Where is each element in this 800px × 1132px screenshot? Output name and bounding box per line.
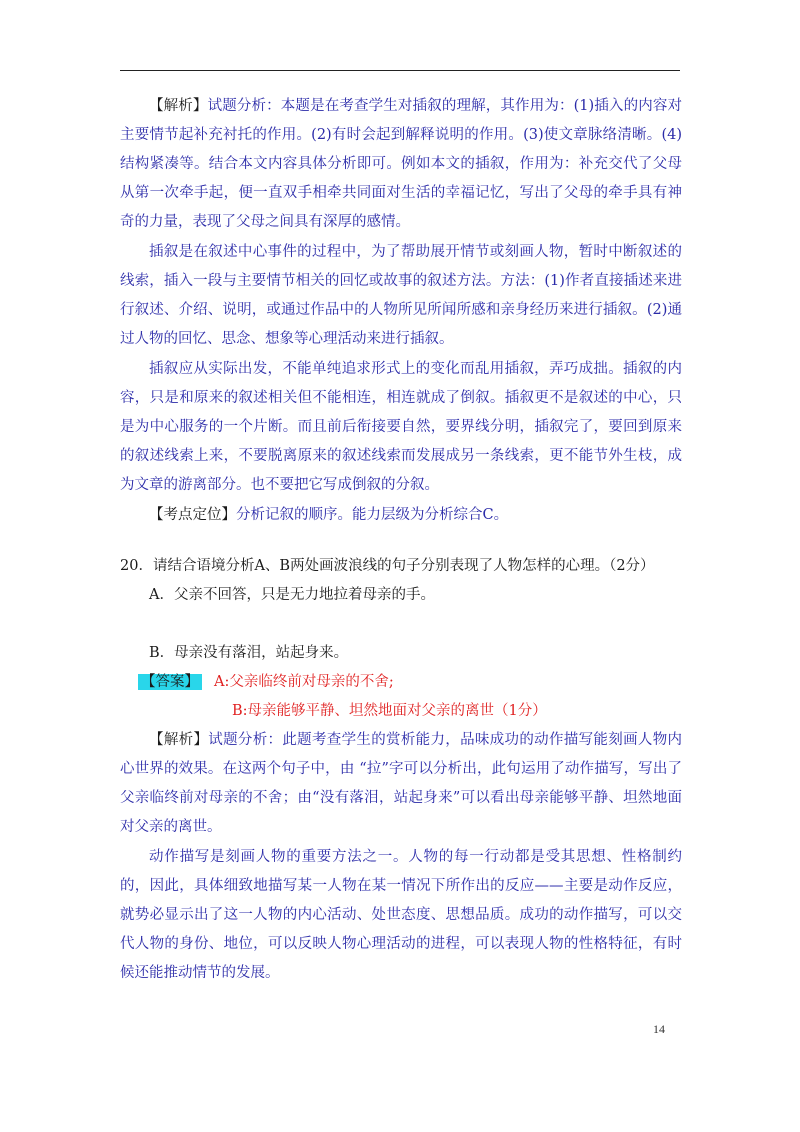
answer-a: A:父亲临终前对母亲的不舍; (214, 674, 394, 690)
answer-b: B:母亲能够平静、坦然地面对父亲的离世（1分） (232, 703, 547, 719)
spacer (120, 610, 682, 639)
question-20 (120, 552, 682, 581)
analysis-paragraph-2 (120, 726, 682, 842)
option-a: A．父亲不回答，只是无力地拉着母亲的手。 (149, 587, 435, 603)
answer-tag: 【答案】 (138, 674, 202, 690)
spacer (120, 530, 682, 552)
analysis-paragraph-1 (120, 92, 682, 237)
question-text: 请结合语境分析A、B两处画波浪线的句子分别表现了人物怎样的心理。（2分） (152, 558, 655, 574)
insertion-explanation-paragraph: 插叙是在叙述中心事件的过程中，为了帮助展开情节或刻画人物，暂时中断叙述的线索，插入一段与主要情节相关的回忆或故事的叙述方法。方法：(1)作者直接插述来进行叙述、介绍、说明，或通过作品中的人物所见所闻所感和亲身经历来进行插叙。(2)通过人物的回忆、思念、想象等心理活动来进行插叙。 (120, 244, 682, 347)
header-rule (120, 70, 680, 71)
analysis-text: 试题分析：本题是在考查学生对插叙的理解，其作用为：(1)插入的内容对主要情节起补充衬托的作用。(2)有时会起到解释说明的作用。(3)使文章脉络清晰。(4)结构紧凑等。结合本文内容具体分析即可。例如本文的插叙，作用为：补充交代了父母从第一次牵手起，便一直双手相牵共同面对生活的幸福记忆，写出了父母的牵手具有神奇的力量，表现了父母之间具有深厚的感情。 (120, 98, 683, 230)
page-number: 14 (653, 1022, 665, 1036)
insertion-rules-paragraph: 插叙应从实际出发，不能单纯追求形式上的变化而乱用插叙，弄巧成拙。插叙的内容，只是和原来的叙述相关但不能相连，相连就成了倒叙。插叙更不是叙述的中心，只是为中心服务的一个片断。而且前后衔接要自然，要界线分明，插叙完了，要回到原来的叙述线索上来，不要脱离原来的叙述线索而发展成另一条线索，更不能节外生枝，成为文章的游离部分。也不要把它写成倒叙的分叙。 (120, 361, 682, 493)
page-content (120, 92, 682, 988)
action-description-paragraph: 动作描写是刻画人物的重要方法之一。人物的每一行动都是受其思想、性格制约的，因此，具体细致地描写某一人物在某一情况下所作出的反应——主要是动作反应，就势必显示出了这一人物的内心活动、处世态度、思想品质。成功的动作描写，可以交代人物的身份、地位，可以反映人物心理活动的进程，可以表现人物的性格特征，有时候还能推动情节的发展。 (120, 849, 682, 981)
analysis-tag: 【解析】 (149, 98, 208, 114)
analysis-tag-2: 【解析】 (149, 732, 209, 748)
exam-point-tag: 【考点定位】 (149, 507, 236, 523)
exam-point-text: 分析记叙的顺序。能力层级为分析综合C。 (236, 507, 509, 523)
question-number: 20． (120, 558, 153, 574)
analysis-text-2: 试题分析：此题考查学生的赏析能力，品味成功的动作描写能刻画人物内心世界的效果。在这两个句子中，由 “拉”字可以分析出，此句运用了动作描写，写出了父亲临终前对母亲的不舍；由“没有落泪，站起身来”可以看出母亲能够平静、坦然地面对父亲的离世。 (120, 732, 683, 835)
answer-line-a (120, 668, 682, 697)
exam-point-paragraph (120, 501, 682, 530)
option-b: B．母亲没有落泪，站起身来。 (149, 645, 349, 661)
